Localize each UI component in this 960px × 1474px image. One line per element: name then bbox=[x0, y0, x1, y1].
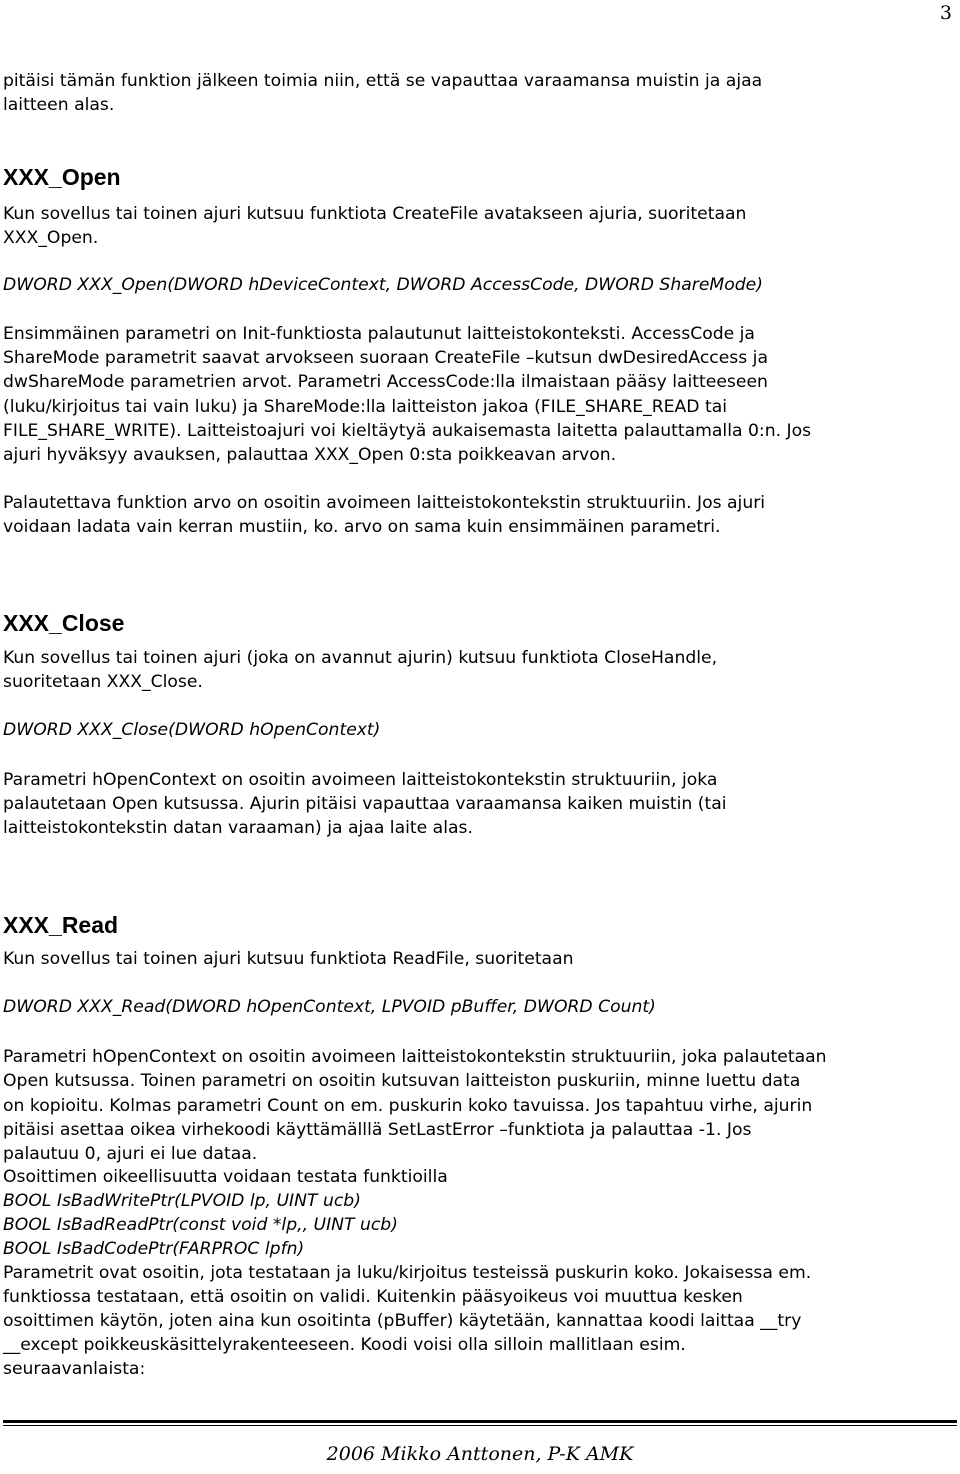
page-number: 3 bbox=[939, 2, 952, 24]
footer-text: 2006 Mikko Anttonen, P-K AMK bbox=[326, 1443, 634, 1465]
paragraph-line: Parametri hOpenContext on osoitin avoimeen laitteistokontekstin struktuuriin, joka bbox=[3, 770, 718, 790]
function-signature: BOOL IsBadWritePtr(LPVOID lp, UINT ucb) bbox=[3, 1191, 361, 1211]
function-signature: BOOL IsBadReadPtr(const void *lp,, UINT ucb) bbox=[3, 1215, 398, 1235]
paragraph-line: Kun sovellus tai toinen ajuri (joka on avannut ajurin) kutsuu funktiota CloseHandle, bbox=[3, 648, 718, 668]
function-signature: DWORD XXX_Read(DWORD hOpenContext, LPVOID pBuffer, DWORD Count) bbox=[3, 997, 656, 1017]
paragraph-line: ShareMode parametrit saavat arvokseen suoraan CreateFile –kutsun dwDesiredAccess ja bbox=[3, 348, 768, 368]
footer-rule bbox=[3, 1420, 957, 1426]
intro-line: pitäisi tämän funktion jälkeen toimia niin, että se vapauttaa varaamansa muistin ja ajaa bbox=[3, 71, 763, 91]
function-signature: DWORD XXX_Open(DWORD hDeviceContext, DWORD AccessCode, DWORD ShareMode) bbox=[3, 275, 763, 295]
section-heading-open: XXX_Open bbox=[3, 164, 121, 190]
paragraph-line: suoritetaan XXX_Close. bbox=[3, 672, 203, 692]
intro-line: laitteen alas. bbox=[3, 95, 115, 115]
paragraph-line: dwShareMode parametrien arvot. Parametri AccessCode:lla ilmaistaan pääsy laitteeseen bbox=[3, 372, 768, 392]
paragraph-line: Ensimmäinen parametri on Init-funktiosta palautunut laitteistokonteksti. AccessCode ja bbox=[3, 324, 755, 344]
paragraph-line: pitäisi asettaa oikea virhekoodi käyttämälllä SetLastError –funktiota ja palauttaa -1. Jos bbox=[3, 1120, 752, 1140]
paragraph-line: seuraavanlaista: bbox=[3, 1359, 146, 1379]
paragraph-line: FILE_SHARE_WRITE). Laitteistoajuri voi kieltäytyä aukaisemasta laitetta palauttamalla 0:n. Jos bbox=[3, 421, 812, 441]
paragraph-line: Palautettava funktion arvo on osoitin avoimeen laitteistokontekstin struktuuriin. Jos ajuri bbox=[3, 493, 766, 513]
paragraph-line: Parametrit ovat osoitin, jota testataan ja luku/kirjoitus testeissä puskurin koko. Jokaisessa em. bbox=[3, 1263, 812, 1283]
paragraph-line: osoittimen käytön, joten aina kun osoitinta (pBuffer) käytetään, kannattaa koodi laittaa __try bbox=[3, 1311, 802, 1331]
paragraph-line: funktiossa testataan, että osoitin on validi. Kuitenkin pääsyoikeus voi muuttua kesken bbox=[3, 1287, 743, 1307]
function-signature: BOOL IsBadCodePtr(FARPROC lpfn) bbox=[3, 1239, 305, 1259]
paragraph-line: laitteistokontekstin datan varaaman) ja ajaa laite alas. bbox=[3, 818, 473, 838]
section-heading-read: XXX_Read bbox=[3, 912, 119, 938]
paragraph-line: XXX_Open. bbox=[3, 228, 99, 248]
paragraph-line: __except poikkeuskäsittelyrakenteeseen. Koodi voisi olla silloin mallitlaan esim. bbox=[3, 1335, 686, 1355]
paragraph-line: Open kutsussa. Toinen parametri on osoitin kutsuvan laitteiston puskuriin, minne luettu data bbox=[3, 1071, 801, 1091]
paragraph-line: palautetaan Open kutsussa. Ajurin pitäisi vapauttaa varaamansa kaiken muistin (tai bbox=[3, 794, 727, 814]
paragraph-line: ajuri hyväksyy avauksen, palauttaa XXX_Open 0:sta poikkeavan arvon. bbox=[3, 445, 617, 465]
paragraph-line: Kun sovellus tai toinen ajuri kutsuu funktiota ReadFile, suoritetaan bbox=[3, 949, 574, 969]
paragraph-line: Parametri hOpenContext on osoitin avoimeen laitteistokontekstin struktuuriin, joka palautetaan bbox=[3, 1047, 827, 1067]
paragraph-line: voidaan ladata vain kerran mustiin, ko. arvo on sama kuin ensimmäinen parametri. bbox=[3, 517, 721, 537]
paragraph-line: Osoittimen oikeellisuutta voidaan testata funktioilla bbox=[3, 1167, 448, 1187]
paragraph-line: palautuu 0, ajuri ei lue dataa. bbox=[3, 1144, 258, 1164]
paragraph-line: on kopioitu. Kolmas parametri Count on em. puskurin koko tavuissa. Jos tapahtuu virhe, ajurin bbox=[3, 1096, 813, 1116]
section-heading-close: XXX_Close bbox=[3, 610, 125, 636]
paragraph-line: Kun sovellus tai toinen ajuri kutsuu funktiota CreateFile avatakseen ajuria, suoritetaan bbox=[3, 204, 747, 224]
paragraph-line: (luku/kirjoitus tai vain luku) ja ShareMode:lla laitteiston jakoa (FILE_SHARE_READ tai bbox=[3, 397, 728, 417]
function-signature: DWORD XXX_Close(DWORD hOpenContext) bbox=[3, 720, 381, 740]
